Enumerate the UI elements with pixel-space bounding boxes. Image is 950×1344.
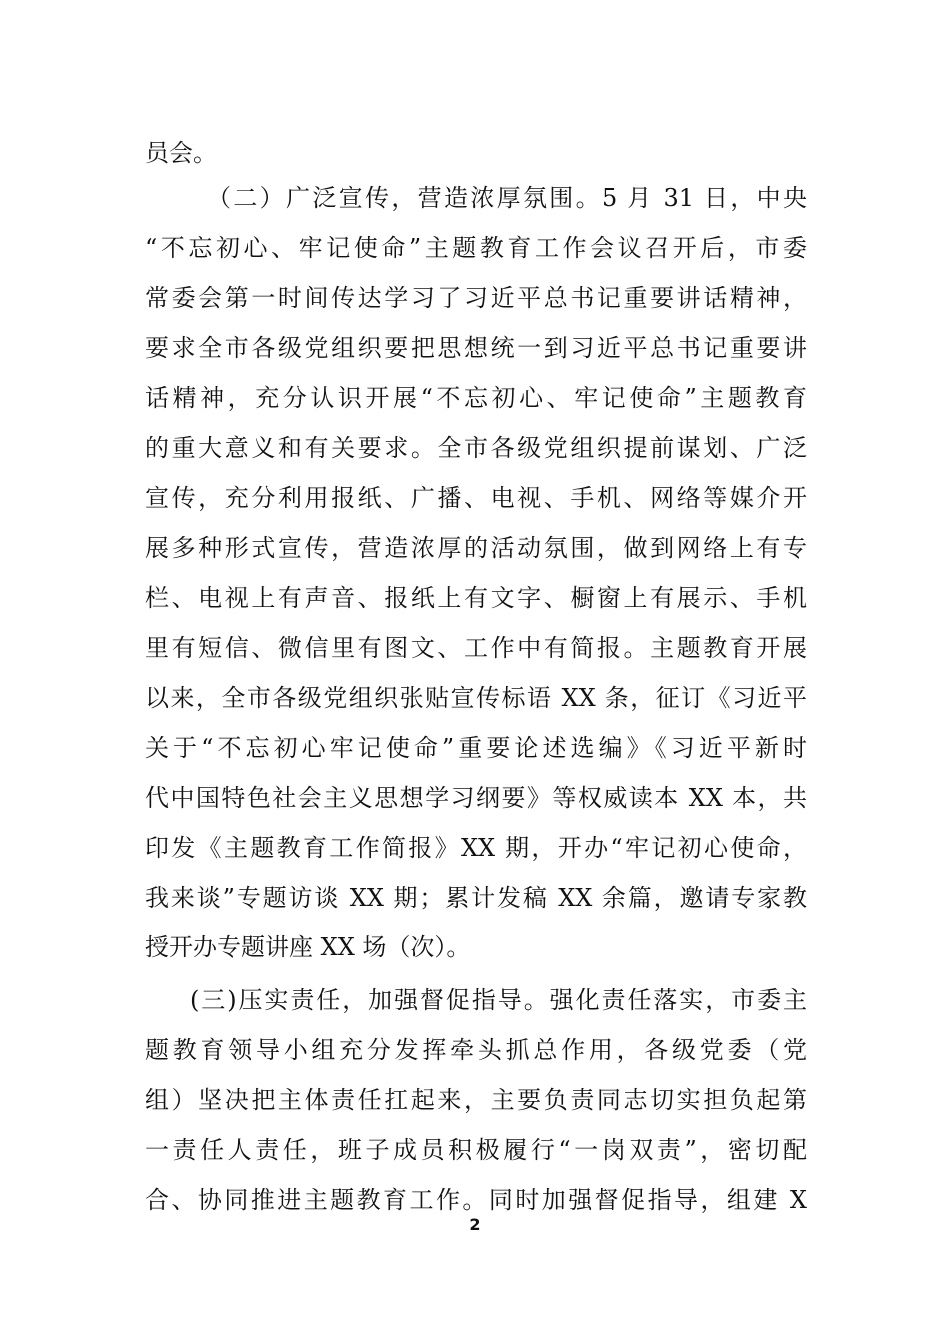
- text-line: 我来谈”专题访谈 XX 期；累计发稿 XX 余篇，邀请专家教: [145, 884, 807, 912]
- text-line: 以来，全市各级党组织张贴宣传标语 XX 条，征订《习近平: [145, 684, 807, 712]
- text-line: (三)压实责任，加强督促指导。强化责任落实，市委主: [190, 986, 807, 1014]
- text-line: 里有短信、微信里有图文、工作中有简报。主题教育开展: [145, 634, 807, 662]
- text-line: （二）广泛宣传，营造浓厚氛围。5 月 31 日，中央: [207, 184, 807, 212]
- text-line: 一责任人责任，班子成员积极履行“一岗双责”，密切配: [145, 1136, 807, 1164]
- text-line: 员会。: [145, 139, 217, 167]
- text-line: 印发《主题教育工作简报》XX 期，开办“牢记初心使命，: [145, 834, 807, 862]
- text-line: 栏、电视上有声音、报纸上有文字、橱窗上有展示、手机: [145, 584, 807, 612]
- text-line: 的重大意义和有关要求。全市各级党组织提前谋划、广泛: [145, 434, 807, 462]
- text-line: 题教育领导小组充分发挥牵头抓总作用，各级党委（党: [145, 1036, 807, 1064]
- text-line: 常委会第一时间传达学习了习近平总书记重要讲话精神，: [145, 284, 807, 312]
- text-line: 话精神，充分认识开展“不忘初心、牢记使命”主题教育: [145, 384, 807, 412]
- text-line: 组）坚决把主体责任扛起来，主要负责同志切实担负起第: [145, 1086, 807, 1114]
- page-number: 2: [469, 1215, 481, 1234]
- text-line: 关于“不忘初心牢记使命”重要论述选编》《习近平新时: [145, 734, 807, 762]
- text-line: 代中国特色社会主义思想学习纲要》等权威读本 XX 本，共: [145, 784, 807, 812]
- text-line: 合、协同推进主题教育工作。同时加强督促指导，组建 X: [145, 1186, 807, 1214]
- text-line: 授开办专题讲座 XX 场（次）。: [145, 933, 471, 961]
- text-line: 要求全市各级党组织要把思想统一到习近平总书记重要讲: [145, 334, 807, 362]
- text-line: 宣传，充分利用报纸、广播、电视、手机、网络等媒介开: [145, 484, 807, 512]
- text-line: “不忘初心、牢记使命”主题教育工作会议召开后，市委: [145, 234, 807, 262]
- text-line: 展多种形式宣传，营造浓厚的活动氛围，做到网络上有专: [145, 534, 807, 562]
